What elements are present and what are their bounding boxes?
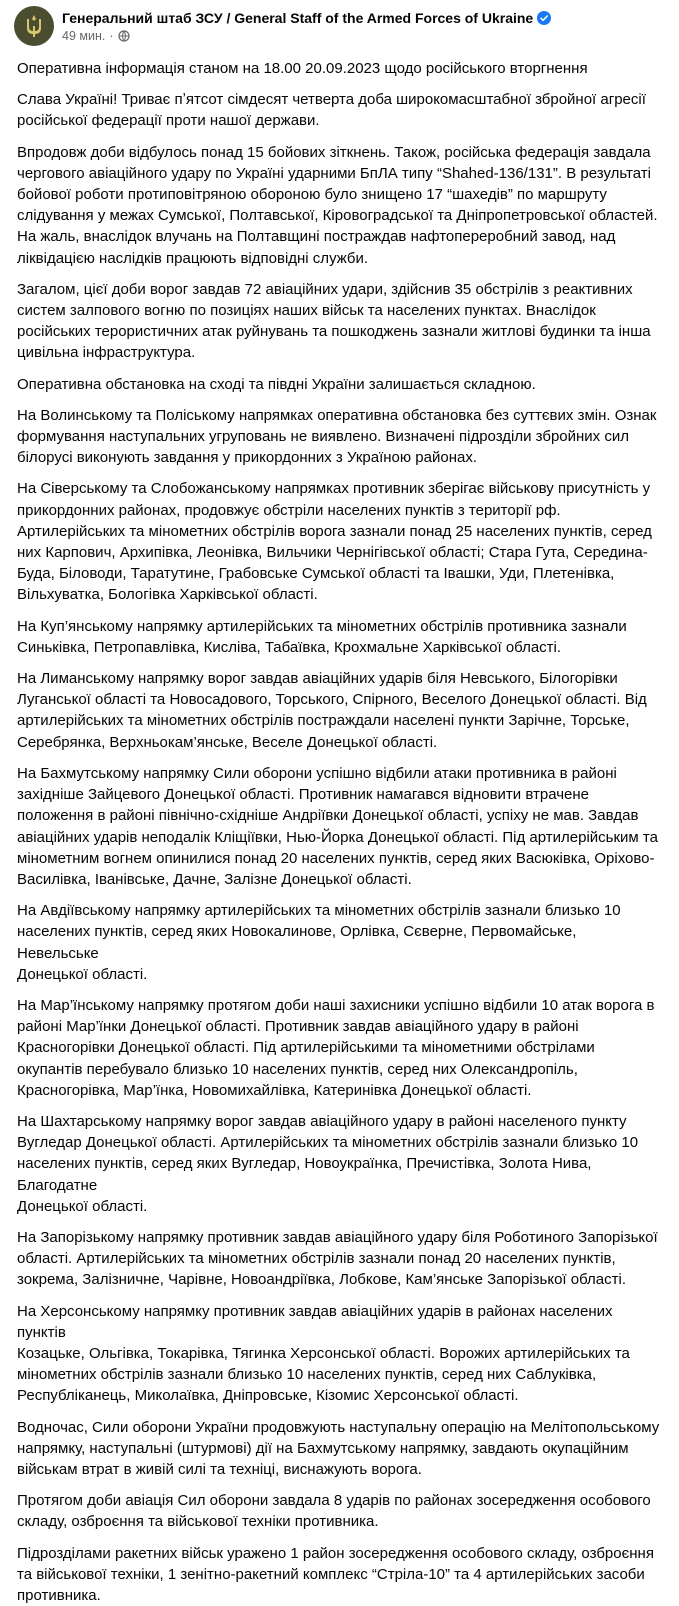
trident-emblem-icon — [21, 13, 47, 39]
post-paragraph: На Лиманському напрямку ворог завдав авіаційних ударів біля Невського, Білогорівки Луганської області та Новосадового, Торського, Спірного, Веселого Донецької області. Від артилерійських та мінометних обстрілів постраждали населені пункти Зарічне, Торське, Серебрянка, Верхньокам’янське, Веселе Донецької області. — [17, 670, 647, 751]
post-paragraph: Впродовж доби відбулось понад 15 бойових зіткнень. Також, російська федерація завдала чергового авіаційного удару по Україні ударними БпЛА типу “Shahed-136/131”. В результаті бойової роботи протиповітряною обороною було знищено 17 “шахедів” по маршруту слідування у межах Сумської, Полтавської, Кіровоградської та Дніпропетровської областей. На жаль, внаслідок влучань на Полтавщині постраждав нафтопереробний завод, над ліквідацією наслідків працюють відповідні служби. — [17, 143, 658, 267]
post-paragraph: Підрозділами ракетних військ уражено 1 район зосередження особового складу, озброєння та військової техніки, 1 зенітно-ракетний комплекс “Стріла-10” та 4 артилерійських засоби противника. — [17, 1544, 654, 1604]
post-paragraph: Загалом, цієї доби ворог завдав 72 авіаційних удари, здійснив 35 обстрілів з реактивних систем залпового вогню по позиціях наших військ та населених пунктах. Внаслідок російських терористичних атак руйнувань та пошкоджень зазнали житлові будинки та інша цивільна інфраструктура. — [17, 280, 651, 362]
avatar[interactable] — [14, 6, 54, 46]
meta-separator: · — [109, 29, 114, 43]
post-meta — [62, 28, 551, 45]
post-paragraph: Оперативна інформація станом на 18.00 20.09.2023 щодо російського вторгнення — [17, 60, 588, 77]
verified-badge-icon — [537, 11, 551, 25]
post-paragraph: На Волинському та Поліському напрямках оперативна обстановка без суттєвих змін. Ознак формування наступальних угруповань не виявлено. Визначені підрозділи збройних сил білорусі виконують завдання у прикордонних з Україною районах. — [17, 406, 657, 467]
post-body — [17, 58, 662, 1606]
post-paragraph: Слава Україні! Триває пʼятсот сімдесят четверта доба широкомасштабної збройної агресії російської федерації проти нашої держави. — [17, 91, 646, 130]
author-name[interactable]: Генеральний штаб ЗСУ / General Staff of the Armed Forces of Ukraine — [62, 9, 534, 26]
post-paragraph: Протягом доби авіація Сил оборони завдала 8 ударів по районах зосередження особового складу, озброєння та військової техніки противника. — [17, 1492, 651, 1531]
post-paragraph: Оперативна обстановка на сході та півдні України залишається складною. — [17, 375, 536, 393]
author-line — [62, 8, 551, 28]
header-text — [62, 8, 551, 45]
post-paragraph: На Бахмутському напрямку Сили оборони успішно відбили атаки противника в районі західніше Зайцевого Донецької області. Противник намагався відновити втрачене положення в районі північно-східніше Андріївки Донецької області, успіху не мав. Завдав авіаційних ударів неподалік Кліщіївки, Нью-Йорка Донецької області. Під артилерійським та мінометним вогнем опинилися понад 20 населених пунктів, серед яких Васюківка, Оріхово- Василівка, Іванівське, Дачне, Залізне Донецької області. — [17, 764, 658, 888]
post-header — [14, 6, 662, 46]
post-paragraph: На Шахтарському напрямку ворог завдав авіаційного удару в районі населеного пункту Вугледар Донецької області. Артилерійських та мінометних обстрілів зазнали близько 10 населених пунктів, серед яких Вугледар, Новоукраїнка, Пречистівка, Золота Нива, Благодатне Донецької області. — [17, 1112, 639, 1215]
post-timestamp[interactable]: 49 мин. — [62, 29, 106, 43]
post-paragraph: На Авдіївському напрямку артилерійських та мінометних обстрілів зазнали близько 10 населених пунктів, серед яких Новокалинове, Орлівка, Сєверне, Первомайське, Невельське Донецької області. — [17, 902, 621, 983]
post-paragraph: На Мар’їнському напрямку протягом доби наші захисники успішно відбили 10 атак ворога в районі Мар’їнки Донецької області. Противник завдав авіаційного удару в районі Красногорівки Донецької області. Під артилерійськими та мінометними обстрілами окупантів перебувало близько 10 населених пунктів, серед них Олександропіль, Красногорівка, Мар’їнка, Новомихайлівка, Катеринівка Донецької області. — [17, 996, 655, 1099]
post-paragraph: На Херсонському напрямку противник завдав авіаційних ударів в районах населених пунктів Козацьке, Ольгівка, Токарівка, Тягинка Херсонської області. Ворожих артилерійських та мінометних обстрілів зазнали близько 10 населених пунктів, серед них Саблуківка, Республіканець, Миколаївка, Дніпровське, Кізомис Херсонської області. — [17, 1302, 630, 1405]
post-paragraph: Водночас, Сили оборони України продовжують наступальну операцію на Мелітопольському напрямку, наступальні (штурмові) дії на Бахмутському напрямку, завдають окупаційним військам втрат в живій силі та техніці, виснажують ворога. — [17, 1418, 660, 1478]
post-paragraph: На Куп’янському напрямку артилерійських та мінометних обстрілів противника зазнали Синьківка, Петропавлівка, Кисліва, Табаївка, Крохмальне Харківської області. — [17, 617, 627, 656]
post-paragraph: На Запорізькому напрямку противник завдав авіаційного удару біля Роботиного Запорізької області. Артилерійських та мінометних обстрілів зазнали понад 20 населених пунктів, зокрема, Залізничне, Чарівне, Новоандріївка, Лобкове, Кам’янське Запорізької області. — [17, 1228, 658, 1289]
post-paragraph: На Сіверському та Слобожанському напрямках противник зберігає військову присутність у прикордонних районах, продовжує обстріли населених пунктів з території рф. Артилерійських та мінометних обстрілів ворога зазнали понад 25 населених пунктів, серед них Карпович, Архипівка, Леонівка, Вильчики Чернігівської області; Стара Гута, Середина- Буда, Біловоди, Таратутине, Грабовське Сумської області та Івашки, Уди, Плетенівка, Вільхуватка, Бологівка Харківської області. — [17, 480, 652, 604]
globe-icon[interactable] — [118, 30, 130, 42]
